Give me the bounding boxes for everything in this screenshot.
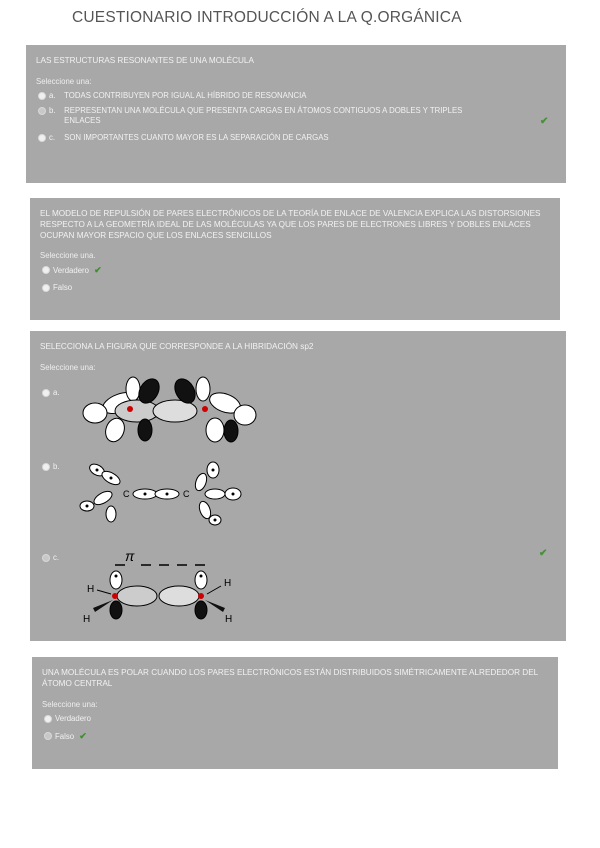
radio-button[interactable] [42,284,50,292]
option-b[interactable] [36,106,556,126]
hydrogen-label: H [225,614,233,625]
option-letter: a. [49,91,56,100]
option-text: TODAS CONTRIBUYEN POR IGUAL AL HÍBRIDO DE RESONANCIA [64,91,307,100]
question-text: EL MODELO DE REPULSIÓN DE PARES ELECTRÓNICOS DE LA TEORÍA DE ENLACE DE VALENCIA EXPLICA LAS DISTORSIONES RESPECTO A LA GEOMETRÍA IDEAL DE LAS MOLÉCULAS YA QUE LOS PARES DE ELECTRONES LIBRES Y DOBLES ENLACES OCUPAN MAYOR ESPACIO QUE LOS ENLACES SENCILLOS [40,209,541,240]
question-card-1 [26,45,566,183]
option-letter: b. [53,462,60,471]
carbon-label-left: C [123,489,130,499]
radio-button[interactable] [42,463,50,471]
option-letter: c. [53,553,60,562]
option-falso[interactable] [40,283,550,293]
radio-button[interactable] [44,715,52,723]
option-c[interactable] [36,133,556,143]
radio-button[interactable] [42,266,50,274]
radio-button[interactable] [38,107,46,115]
figure-b-orbitals[interactable] [75,456,255,526]
hydrogen-label: H [224,578,232,589]
select-label: Seleccione una: [36,77,92,86]
select-label: Seleccione una: [42,700,98,709]
figure-c-sp2-orbitals[interactable] [75,546,245,628]
select-label: Seleccione una. [40,251,96,260]
option-text: REPRESENTAN UNA MOLÉCULA QUE PRESENTA CARGAS EN ÁTOMOS CONTIGUOS A DOBLES Y TRIPLES ENLACES [64,106,463,125]
question-card-2 [30,198,560,320]
question-card-3 [30,331,566,641]
option-text: SON IMPORTANTES CUANTO MAYOR ES LA SEPARACIÓN DE CARGAS [64,133,329,142]
select-label: Seleccione una: [40,363,96,372]
option-letter: c. [49,133,56,142]
option-letter: a. [53,388,60,397]
radio-button[interactable] [42,554,50,562]
figure-a-sp3-orbitals[interactable] [75,375,275,447]
option-text: Falso [53,283,73,292]
radio-button[interactable] [42,389,50,397]
option-verdadero[interactable] [42,714,548,724]
radio-button[interactable] [44,732,52,740]
correct-check-icon: ✔ [94,265,102,275]
option-b[interactable] [40,462,60,472]
option-letter: b. [49,106,56,115]
option-c[interactable] [40,553,59,563]
option-text: Falso [55,732,75,741]
correct-check-icon: ✔ [540,116,549,127]
carbon-label-right: C [183,489,190,499]
option-text: Verdadero [55,714,91,723]
pi-label: π [125,548,135,564]
option-falso[interactable] [42,731,548,742]
correct-check-icon: ✔ [79,731,87,741]
option-a[interactable] [40,388,60,398]
option-a[interactable] [36,91,556,101]
radio-button[interactable] [38,92,46,100]
radio-button[interactable] [38,134,46,142]
question-card-4 [32,657,558,769]
correct-check-icon: ✔ [539,548,548,559]
question-text: LAS ESTRUCTURAS RESONANTES DE UNA MOLÉCULA [36,56,254,65]
question-text: UNA MOLÉCULA ES POLAR CUANDO LOS PARES ELECTRÓNICOS ESTÁN DISTRIBUIDOS SIMÉTRICAMENTE ALREDEDOR DEL ÁTOMO CENTRAL [42,668,538,688]
option-text: Verdadero [53,266,89,275]
page-title: CUESTIONARIO INTRODUCCIÓN A LA Q.ORGÁNICA [72,9,462,26]
hydrogen-label: H [83,614,91,625]
option-verdadero[interactable] [40,265,550,276]
question-text: SELECCIONA LA FIGURA QUE CORRESPONDE A LA HIBRIDACIÓN sp2 [40,342,314,351]
hydrogen-label: H [87,584,95,595]
